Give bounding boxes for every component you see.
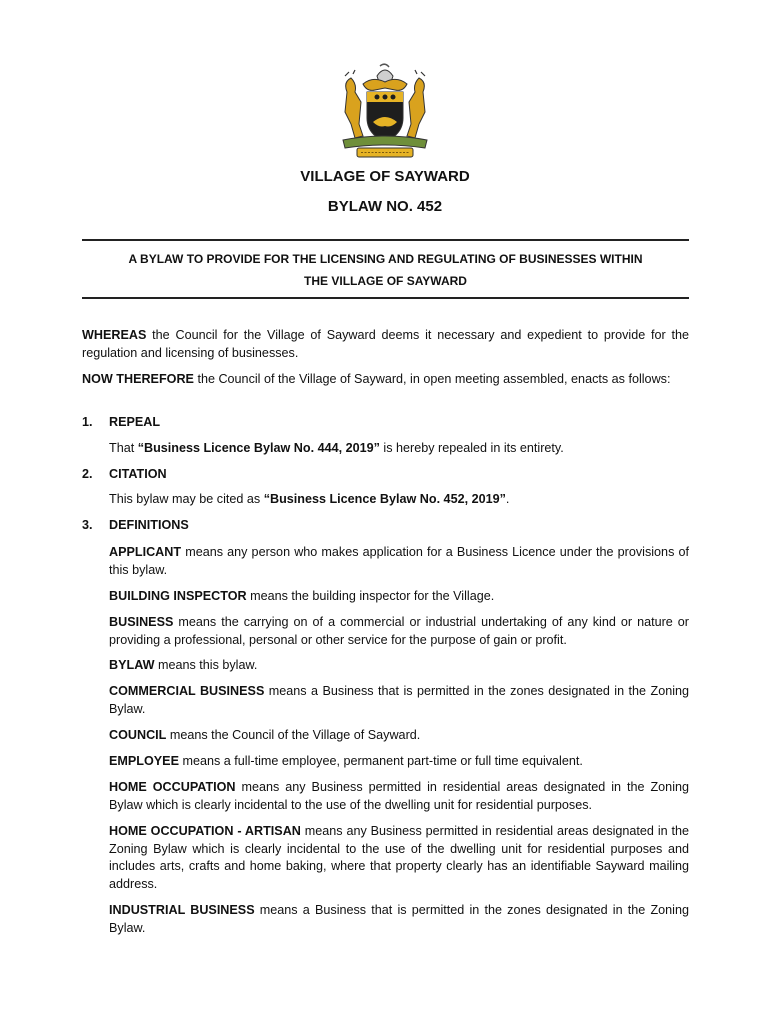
whereas-term: WHEREAS: [82, 328, 147, 342]
definition-text: means the building inspector for the Village.: [246, 589, 495, 603]
section-1-pre: That: [109, 441, 138, 455]
definition-term: EMPLOYEE: [109, 754, 179, 768]
definition-business: [109, 614, 689, 649]
now-therefore-term: NOW THEREFORE: [82, 372, 194, 386]
definition-applicant: [109, 544, 689, 579]
bottom-divider: [82, 297, 689, 299]
definition-text: means a Business that is permitted in the zones designated in the Zoning Bylaw.: [109, 684, 690, 716]
definition-term: BUSINESS: [109, 615, 174, 629]
section-2-post: .: [505, 492, 510, 506]
village-title: VILLAGE OF SAYWARD: [300, 168, 470, 185]
section-2-bold: “Business Licence Bylaw No. 452, 2019”: [263, 492, 506, 506]
now-therefore-paragraph: [82, 371, 689, 389]
definition-term: COMMERCIAL BUSINESS: [109, 684, 265, 698]
section-1-text: [109, 440, 689, 458]
definition-term: BYLAW: [109, 658, 155, 672]
section-3-title: DEFINITIONS: [109, 518, 189, 532]
section-1-number: 1.: [82, 415, 93, 429]
definition-term: INDUSTRIAL BUSINESS: [109, 903, 255, 917]
definition-text: means a Business that is permitted in the zones designated in the Zoning Bylaw.: [109, 903, 689, 935]
definition-text: means the Council of the Village of Sayward.: [166, 728, 421, 742]
definition-text: means any person who makes application for a Business Licence under the provisions of this bylaw.: [109, 545, 689, 577]
definition-term: COUNCIL: [109, 728, 167, 742]
definition-text: means any Business permitted in residential areas designated in the Zoning Bylaw which is clearly incidental to the use of the dwelling unit for residential purposes.: [109, 780, 689, 812]
definition-building-inspector: [109, 588, 689, 606]
definition-text: means this bylaw.: [154, 658, 258, 672]
definition-term: APPLICANT: [109, 545, 182, 559]
top-divider: [82, 239, 689, 241]
section-2-title: CITATION: [109, 467, 167, 481]
definition-text: means the carrying on of a commercial or industrial undertaking of any kind or nature or providing a professional, personal or other service for the purpose of gain or profit.: [109, 615, 689, 647]
definition-bylaw: [109, 657, 689, 675]
definition-term: BUILDING INSPECTOR: [109, 589, 247, 603]
definition-council: [109, 727, 689, 745]
definition-commercial-business: [109, 683, 689, 718]
section-1-bold: “Business Licence Bylaw No. 444, 2019”: [137, 441, 380, 455]
section-2-pre: This bylaw may be cited as: [109, 492, 264, 506]
definition-term: HOME OCCUPATION: [109, 780, 236, 794]
section-1-title: REPEAL: [109, 415, 161, 429]
section-2-number: 2.: [82, 467, 93, 481]
section-3-number: 3.: [82, 518, 93, 532]
bylaw-subtitle: [82, 248, 689, 292]
whereas-paragraph: [82, 327, 689, 362]
definition-employee: [109, 753, 689, 771]
village-crest-logo: [333, 62, 437, 162]
definition-industrial-business: [109, 902, 689, 937]
definition-term: HOME OCCUPATION - ARTISAN: [109, 824, 301, 838]
bylaw-subtitle-line-1: A BYLAW TO PROVIDE FOR THE LICENSING AND REGULATING OF BUSINESSES WITHIN: [128, 252, 643, 266]
definition-text: means a full-time employee, permanent part-time or full time equivalent.: [178, 754, 583, 768]
now-therefore-text: the Council of the Village of Sayward, in open meeting assembled, enacts as follows:: [193, 372, 671, 386]
definition-home-occupation-artisan: [109, 823, 689, 893]
definition-text: means any Business permitted in residential areas designated in the Zoning Bylaw which is clearly incidental to the use of the dwelling unit for residential purposes and includes arts, crafts and home baking, where that property clearly has an identifiable Sayward mailing address.: [109, 824, 689, 891]
definition-home-occupation: [109, 779, 689, 814]
section-2-text: [109, 491, 689, 509]
bylaw-number: BYLAW NO. 452: [327, 198, 443, 215]
section-1-post: is hereby repealed in its entirety.: [379, 441, 564, 455]
bylaw-subtitle-line-2: THE VILLAGE OF SAYWARD: [304, 274, 467, 288]
whereas-text: the Council for the Village of Sayward deems it necessary and expedient to provide for the regulation and licensing of businesses.: [82, 328, 689, 360]
